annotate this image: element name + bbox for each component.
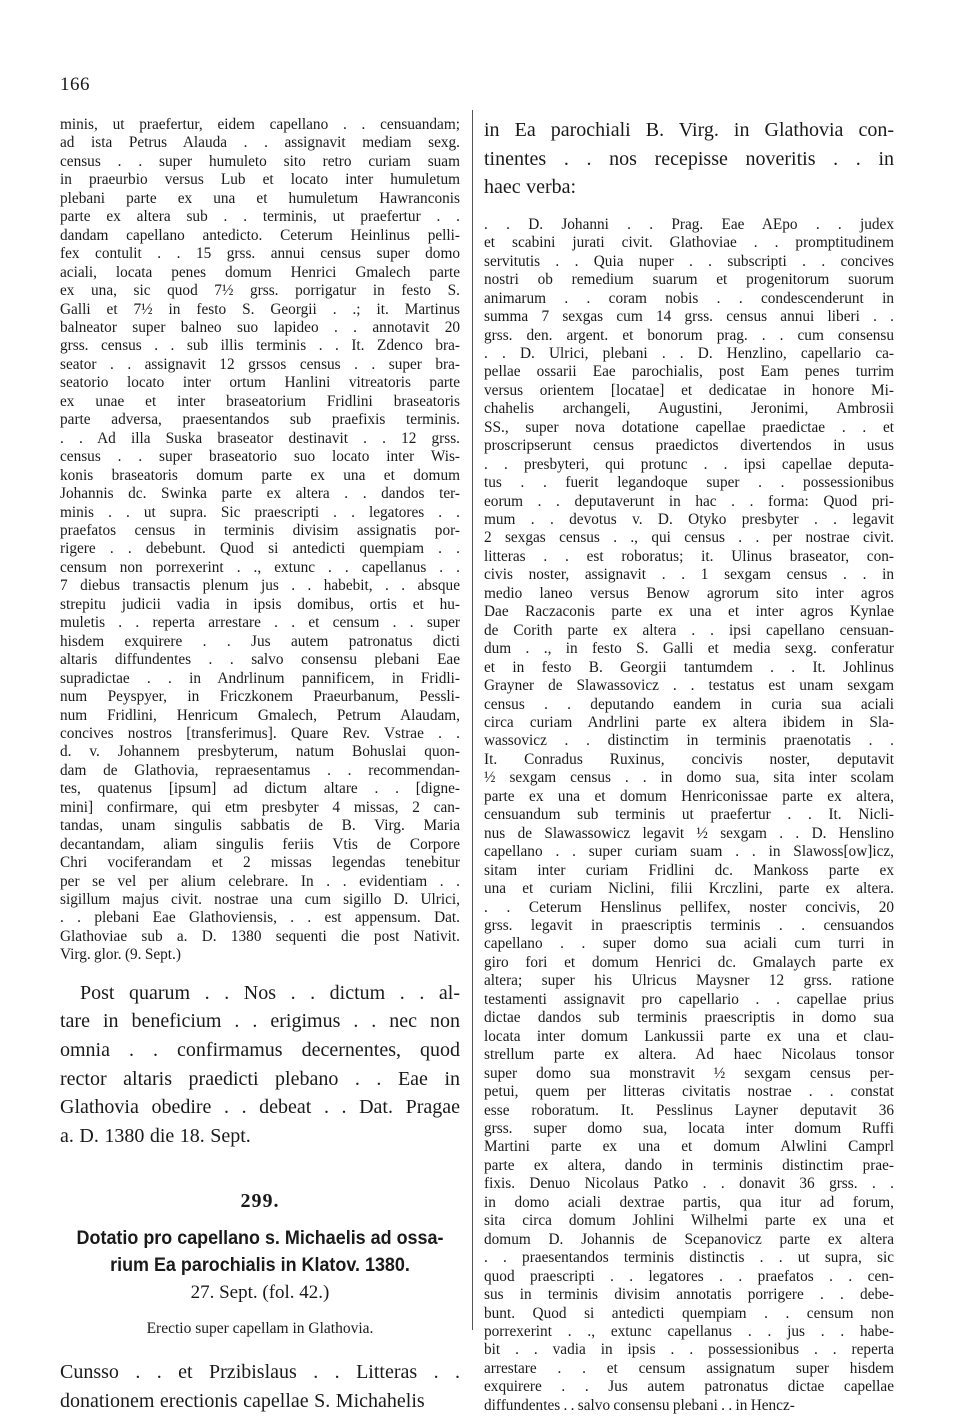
text-line: fex contulit . . 15 grss. annui census super domo [60, 245, 460, 263]
text-line: decantandam, aliam singulis feriis Vtis de Corpore [60, 835, 460, 853]
text-line: sita circa domum Johlini Wilhelmi parte ex una et [484, 1212, 894, 1230]
text-line: per se vel per alium celebrare. In . . evidentiam . . [60, 872, 460, 890]
text-line: chahelis archangeli, Augustini, Jeronimi, Ambrosii [484, 400, 894, 418]
text-line: . . D. Ulrici, plebani . . D. Henzlino, capellario ca- [484, 344, 894, 362]
text-line: mini] confirmare, qui etm presbyter 4 missas, 2 can- [60, 798, 460, 816]
text-line: It. Conradus Ruxinus, concivis noster, deputavit [484, 750, 894, 768]
text-line: aciali, locata penes domum Henrici Gmalech parte [60, 263, 460, 281]
text-line: . . Ceterum Henslinus pellifex, noster concivis, 20 [484, 898, 894, 916]
text-line: ex unae et inter braseatorium Fridlini braseatoris [60, 392, 460, 410]
text-line: locata inter domum Lankussii parte ex una et clau- [484, 1027, 894, 1045]
text-line: strellum parte ex altera. Ad haec Nicolaus tonsor [484, 1046, 894, 1064]
text-line: . . Ad illa Suska braseator destinavit . . 12 grss. [60, 429, 460, 447]
text-line: ½ sexgam census . . in domo sua, sita inter scolam [484, 769, 894, 787]
right-column [484, 116, 894, 1415]
text-line: parte ex altera, dando in terminis distinctim prae- [484, 1156, 894, 1174]
text-line: census . . super braseatorio suo locato inter Wis- [60, 448, 460, 466]
text-line: rector altaris praedicti plebano . . Eae in [60, 1067, 460, 1090]
left-column [60, 116, 460, 1416]
document-heading [60, 1225, 460, 1279]
paragraph-charter-text [60, 116, 460, 965]
text-line: in praeurbio versus Lub et locato inter humuletum [60, 171, 460, 189]
text-line: censum non porrexerint . ., extunc . . capellanus . . [60, 558, 460, 576]
text-line: Virg. glor. (9. Sept.) [60, 946, 181, 964]
text-line: grss. super domo sua, locata inter domum Ruffi [484, 1119, 894, 1137]
text-line: diffundentes . . salvo consensu plebani . . in Hencz- [484, 1396, 795, 1414]
text-line: Glathoviae sub a. D. 1380 sequenti die post Nativit. [60, 927, 460, 945]
document-date: 27. Sept. (fol. 42.) [190, 1282, 330, 1304]
paragraph-erection-confirmation [60, 979, 460, 1151]
text-line: num Peyspyer, in Friczkonem Praeurbanum, Pessli- [60, 688, 460, 706]
text-line: Chri vociferandam et 2 missas legendas tenebitur [60, 854, 460, 872]
text-line: Dae Raczaconis parte ex una et inter agros Kynlae [484, 603, 894, 621]
text-line: Martini parte ex una et domum Alwlini Camprl [484, 1138, 894, 1156]
text-line: proscripserunt census praedictos divertendos in usus [484, 437, 894, 455]
document-subtitle: Erectio super capellam in Glathovia. [146, 1320, 374, 1338]
text-line: dictae dandos sub terminis praescriptis in domo sua [484, 1009, 894, 1027]
text-line: census . . deputando eandem in curia sua aciali [484, 695, 894, 713]
text-line: pellae ossarii Eae parochialis, post Eam penes turrim [484, 363, 894, 381]
text-line: mum . . devotus v. D. Otyko presbyter . . legavit [484, 511, 894, 529]
text-line: medio laneo versus Benow agrorum sito inter agros [484, 584, 894, 602]
text-line: ex una, sic quod 7½ grss. porrigatur in festo S. [60, 282, 460, 300]
text-line: tinentes . . nos recepisse noveritis . . in [484, 147, 894, 170]
text-line: sus in terminis divisim annotatis porrigere . . debe- [484, 1286, 894, 1304]
page-number: 166 [60, 74, 90, 95]
text-line: grss. den. argent. et bonorum prag. . . cum consensu [484, 326, 894, 344]
column-divider [472, 110, 473, 1330]
text-line: Grayner de Slawassovicz . . testatus est unam sexgam [484, 677, 894, 695]
text-line: altera; super his Ulricus Maysner 12 grss. ratione [484, 972, 894, 990]
text-line: seatorio locato inter ortum Hanlini vitreatoris parte [60, 374, 460, 392]
text-line: strepitu judicii vadia in ipsis domibus, ortis et hu- [60, 595, 460, 613]
text-line: Post quarum . . Nos . . dictum . . al- [80, 981, 460, 1004]
text-line: dum . ., in festo S. Galli et media sexg. conferatur [484, 640, 894, 658]
text-line: petui, quem per litteras civitatis nostrae . . constat [484, 1083, 894, 1101]
text-line: Cunsso . . et Przibislaus . . Litteras . . [60, 1361, 460, 1384]
text-line: Johannis dc. Swinka parte ex altera . . dandos ter- [60, 485, 460, 503]
paragraph-opening [60, 1358, 460, 1415]
text-line: tare in beneficium . . erigimus . . nec non [60, 1010, 460, 1033]
text-line: 7 diebus transactis plenum jus . . habebit, . . absque [60, 577, 460, 595]
text-line: nostri ob remedium suarum et progenitorum suorum [484, 271, 894, 289]
text-line: sigillum majus civit. nostrae una cum sigillo D. Ulrici, [60, 891, 460, 909]
text-line: capellano . . super domo sua aciali cum turri in [484, 935, 894, 953]
text-line: fixis. Denuo Nicolaus Patko . . donavit 36 grss. . . [484, 1175, 894, 1193]
text-line: 2 sexgas census . ., qui census . . per nostrae civit. [484, 529, 894, 547]
text-line: dandam capellano antedicto. Ceterum Heinlinus pelli- [60, 226, 460, 244]
text-line: et scabini jurati civit. Glathoviae . . promptitudinem [484, 234, 894, 252]
text-line: ad ista Petrus Alauda . . assignavit mediam sexg. [60, 134, 460, 152]
text-line: rigere . . debebunt. Quod si antedicti quempiam . . [60, 540, 460, 558]
text-line: in Ea parochiali B. Virg. in Glathovia con- [484, 119, 894, 141]
text-line: nus de Slawassowicz legavit ½ sexgam . . D. Henslino [484, 824, 894, 842]
text-line: una et curiam Niclini, filii Krczlini, parte ex altera. [484, 880, 894, 898]
text-line: testamenti assignavit pro capellario . . capellae prius [484, 990, 894, 1008]
heading-line: rium Ea parochialis in Klatov. 1380. [110, 1254, 410, 1277]
text-line: donationem erectionis capellae S. Michahelis [60, 1390, 425, 1412]
text-line: summa 7 sexgas cum 14 grss. census annui liberi . . [484, 308, 894, 326]
text-line: altaris diffundentes . . salvo consensu plebani Eae [60, 651, 460, 669]
paragraph-intro [484, 116, 894, 202]
text-line: haec verba: [484, 176, 577, 199]
text-line: in domo aciali dextrae partis, qua itur ad forum, [484, 1193, 894, 1211]
text-line: praefatos census in terminis divisim assignatis por- [60, 521, 460, 539]
text-line: omnia . . confirmamus decernentes, quod [60, 1039, 460, 1062]
text-line: parte ex altera sub . . terminis, ut praefertur . . [60, 208, 460, 226]
text-line: animarum . . coram nobis . . condescenderunt in [484, 289, 894, 307]
text-line: . . D. Johanni . . Prag. Eae AEpo . . judex [484, 215, 894, 233]
text-line: census . . super humuleto sito retro curiam suam [60, 152, 460, 170]
text-line: minis . . ut supra. Sic praescripti . . legatores . . [60, 503, 460, 521]
text-line: circa curiam Andrlini parte ex altera ibidem in Sla- [484, 714, 894, 732]
text-line: a. D. 1380 die 18. Sept. [60, 1124, 251, 1147]
text-line: litteras . . est roboratus; it. Ulinus braseator, con- [484, 547, 894, 565]
text-line: censuandum sub terminis ut praefertur . . It. Nicli- [484, 806, 894, 824]
text-line: et in festo B. Georgii tantumdem . . It. Johlinus [484, 658, 894, 676]
text-line: tus . . fuerit legandoque super . . possessionibus [484, 474, 894, 492]
text-line: parte adversa, praesentandos sub praefixis terminis. [60, 411, 460, 429]
text-line: plebani parte ex una et humuletum Hawranconis [60, 189, 460, 207]
text-line: SS., super nova dotatione capellae praedictae . . et [484, 418, 894, 436]
text-line: concives nostros [transferimus]. Quare Rev. Vstrae . . [60, 724, 460, 742]
text-line: sitam inter curiam Fridlini dc. Mankoss parte ex [484, 861, 894, 879]
document-number: 299. [240, 1190, 280, 1213]
text-line: balneator super balneo suo lapideo . . annotavit 20 [60, 318, 460, 336]
text-line: de Corith parte ex altera . . ipsi capellano censuan- [484, 621, 894, 639]
text-line: parte ex una et domum Henriconissae parte ex altera, [484, 787, 894, 805]
text-line: seator . . assignavit 12 grssos census . . super bra- [60, 355, 460, 373]
text-line: tes, quatenus [ipsum] ad dictum altare . . [digne- [60, 780, 460, 798]
heading-line: Dotatio pro capellano s. Michaelis ad ossa- [76, 1227, 444, 1250]
text-line: Galli et 7½ in festo S. Georgii . .; it. Martinus [60, 300, 460, 318]
text-line: wassovicz . . distinctim in terminis praenotatis . . [484, 732, 894, 750]
text-line: domum D. Johannis de Scepanovicz parte ex altera [484, 1230, 894, 1248]
text-line: . . plebani Eae Glathoviensis, . . est appensum. Dat. [60, 909, 460, 927]
text-line: . . praesentandos terminis distinctis . . ut supra, sic [484, 1249, 894, 1267]
text-line: num Fridlini, Henricum Gmalech, Petrum Alaudam, [60, 706, 460, 724]
text-line: porrexerint . ., extunc capellanus . . jus . . habe- [484, 1322, 894, 1340]
text-line: muletis . . reperta arrestare . . et censum . . super [60, 614, 460, 632]
text-line: konis braseatoris domum parte ex una et domum [60, 466, 460, 484]
text-line: esse roboratum. It. Pesslinus Layner deputavit 36 [484, 1101, 894, 1119]
text-line: hisdem exquirere . . Jus autem patronatus dicti [60, 632, 460, 650]
text-line: giro fori et domum Henrici dc. Gmalaych parte ex [484, 953, 894, 971]
text-line: tandas, unam singulis sabbatis de B. Virg. Maria [60, 817, 460, 835]
text-line: dam de Glathovia, repraesentamus . . recommendan- [60, 761, 460, 779]
text-line: eorum . . deputaverunt in hac . . forma: Quod pri- [484, 492, 894, 510]
text-line: civis noster, assignavit . . 1 sexgam census . . in [484, 566, 894, 584]
text-line: exquirere . . Jus autem patronatus dictae capellae [484, 1378, 894, 1396]
text-line: servitutis . . Quia nuper . . subscripti . . concives [484, 252, 894, 270]
text-line: Glathovia obedire . . debeat . . Dat. Pragae [60, 1096, 460, 1119]
text-line: versus orientem [locatae] et dedicatae in honore Mi- [484, 381, 894, 399]
text-line: arrestare . . et censum assignatum super hisdem [484, 1359, 894, 1377]
paragraph-donation-text [484, 216, 894, 1415]
text-line: . . presbyteri, qui protunc . . ipsi capellae deputa- [484, 455, 894, 473]
text-line: grss. census . . sub illis terminis . . It. Zdenco bra- [60, 337, 460, 355]
text-line: bit . . vadia in ipsis . . possessionibus . . reperta [484, 1341, 894, 1359]
text-line: supradictae . . in Andrlinum pannificem, in Fridli- [60, 669, 460, 687]
text-line: bunt. Quod si antedicti quempiam . . censum non [484, 1304, 894, 1322]
text-line: minis, ut praefertur, eidem capellano . . censuandam; [60, 116, 460, 133]
text-line: d. v. Johannem presbyterum, natum Bohuslai quon- [60, 743, 460, 761]
text-line: quod praescripti . . legatores . . praefatos . . cen- [484, 1267, 894, 1285]
text-line: grss. legavit in praescriptis terminis . . censuandos [484, 917, 894, 934]
text-line: super domo sua monstravit ½ sexgam census per- [484, 1064, 894, 1082]
text-line: capellano . . super curiam suam . . in Slawoss[ow]icz, [484, 843, 894, 861]
